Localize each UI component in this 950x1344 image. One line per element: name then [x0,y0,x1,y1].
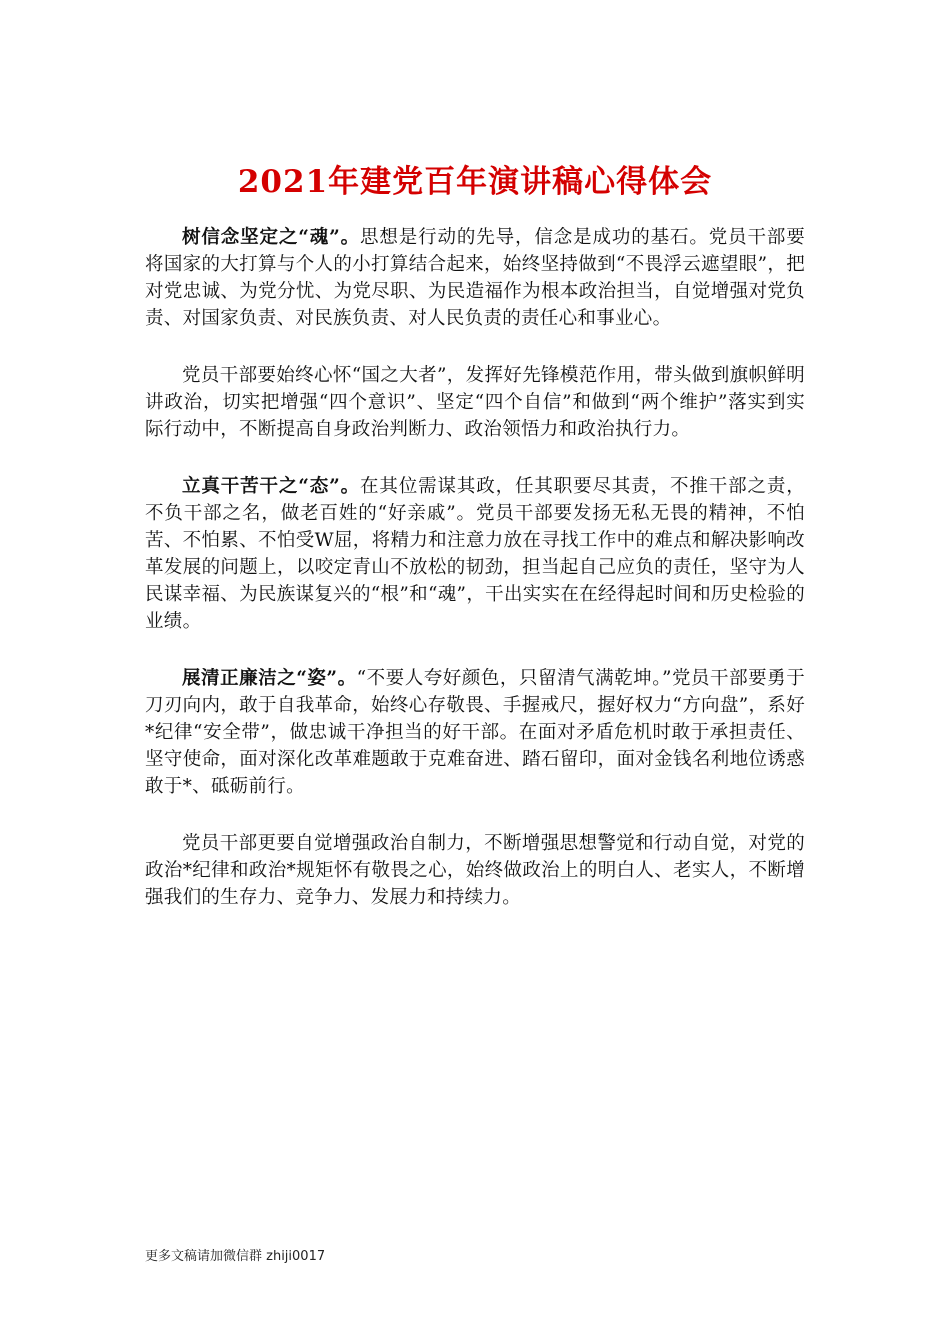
paragraph-text: 在其位需谋其政，任其职要尽其责，不推干部之责，不负干部之名，做老百姓的“好亲戚”。党员干部要发扬无私无畏的精神，不怕苦、不怕累、不怕受W屈，将精力和注意力放在寻找工作中的难点和解决影响改革发展的问题上，以咬定青山不放松的韧劲，担当起自己应负的责任，坚守为人民谋幸福、为民族谋复兴的“根”和“魂”，干出实实在在经得起时间和历史检验的业绩。 [145,476,805,632]
paragraph-heading: 树信念坚定之“魂”。 [182,227,361,248]
document-body [145,224,805,941]
paragraph-4 [145,665,805,800]
paragraph-text: “不要人夸好颜色，只留清气满乾坤。”党员干部要勇于刀刃向内，敢于自我革命，始终心存敬畏、手握戒尺，握好权力“方向盘”，系好*纪律“安全带”，做忠诚干净担当的好干部。在面对矛盾危机时敢于承担责任、坚守使命，面对深化改革难题敢于克难奋进、踏石留印，面对金钱名利地位诱惑敢于*、砥砺前行。 [145,668,805,797]
paragraph-5 [145,830,805,911]
paragraph-2 [145,362,805,443]
page-title: 2021年建党百年演讲稿心得体会 [237,164,713,200]
paragraph-text: 党员干部要始终心怀“国之大者”，发挥好先锋模范作用，带头做到旗帜鲜明讲政治，切实把增强“四个意识”、坚定“四个自信”和做到“两个维护”落实到实际行动中，不断提高自身政治判断力、政治领悟力和政治执行力。 [145,365,805,440]
paragraph-heading: 展清正廉洁之“姿”。 [182,668,357,689]
paragraph-text: 党员干部更要自觉增强政治自制力，不断增强思想警觉和行动自觉，对党的政治*纪律和政治*规矩怀有敬畏之心，始终做政治上的明白人、老实人，不断增强我们的生存力、竞争力、发展力和持续力。 [145,833,805,908]
footer-note: 更多文稿请加微信群 zhiji0017 [145,1249,326,1264]
paragraph-1 [145,224,805,332]
paragraph-heading: 立真干苦干之“态”。 [182,476,361,497]
paragraph-text: 思想是行动的先导，信念是成功的基石。党员干部要将国家的大打算与个人的小打算结合起来，始终坚持做到“不畏浮云遮望眼”，把对党忠诚、为党分忧、为党尽职、为民造福作为根本政治担当，自觉增强对党负责、对国家负责、对民族负责、对人民负责的责任心和事业心。 [145,227,805,329]
paragraph-3 [145,473,805,635]
